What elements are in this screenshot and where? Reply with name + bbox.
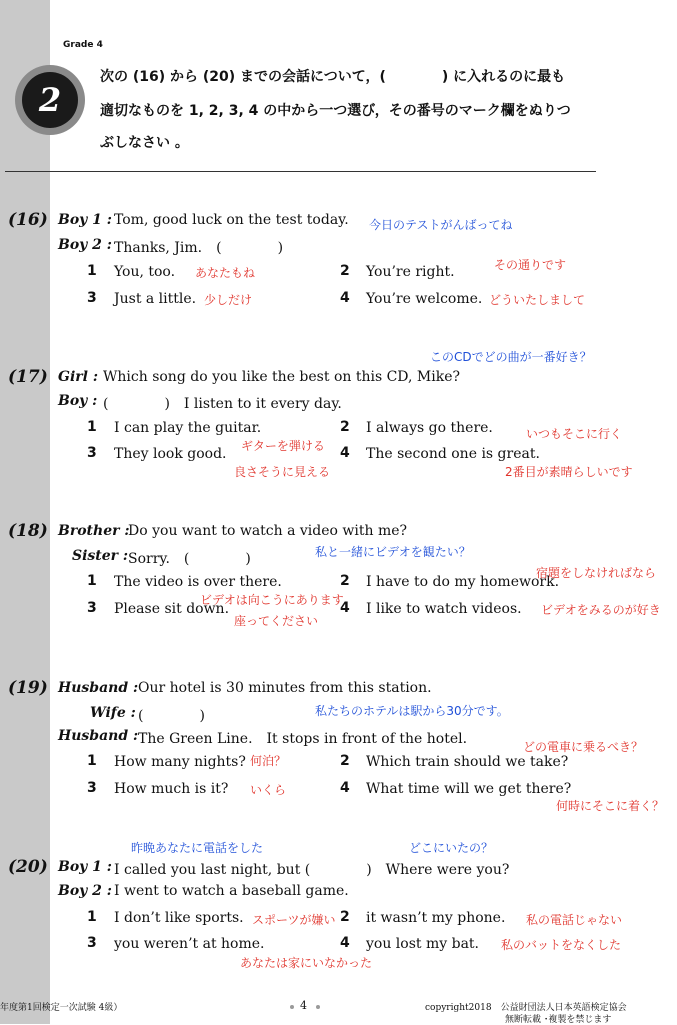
option-text: I like to watch videos. [366,601,522,617]
instruction-line-3: ぶしなさい 。 [100,135,189,151]
translation-note: 2番目が素晴らしいです [505,465,633,479]
speaker-label: Husband : [58,680,139,696]
translation-note: 少しだけ [204,293,253,307]
option-text: You’re right. [366,264,455,280]
translation-note: 私と一緒にビデオを観たい？ [315,545,471,559]
translation-note: 宿題をしなければなら [536,566,657,580]
translation-note: 座ってください [234,614,319,628]
footer-exam-label: 年度第1回検定一次試験 4級） [0,1003,123,1013]
translation-note: 何泊？ [250,754,287,768]
translation-note: どういたしまして [489,293,586,307]
option-number[interactable]: 2 [340,263,350,279]
translation-note: どの電車に乗るべき？ [523,740,644,754]
translation-note: ビデオをみるのが好き [541,603,661,617]
option-text: The second one is great. [366,446,540,462]
option-number[interactable]: 2 [340,909,350,925]
speaker-label: Boy 1 : [58,212,112,228]
question-number: (20) [8,857,48,877]
dialogue-line: I called you last night, but ( ) Where were you? [114,862,510,878]
translation-note: このCDでどの曲が一番好き？ [430,350,592,364]
option-number[interactable]: 4 [340,935,350,951]
translation-note: 昨晩あなたに電話をした [131,841,264,855]
option-number[interactable]: 2 [340,419,350,435]
page-number: 4 [300,999,307,1012]
translation-note: 何時にそこに着く？ [556,799,665,813]
option-number[interactable]: 1 [87,263,97,279]
option-text: They look good. [114,446,227,462]
option-number[interactable]: 4 [340,445,350,461]
option-number[interactable]: 4 [340,780,350,796]
option-number[interactable]: 3 [87,935,97,951]
question-number: (16) [8,210,48,230]
speaker-label: Sister : [72,548,129,564]
option-text: you weren’t at home. [114,936,265,952]
option-number[interactable]: 1 [87,909,97,925]
dialogue-line: I went to watch a baseball game. [114,883,349,899]
speaker-label: Boy : [58,393,98,409]
option-number[interactable]: 2 [340,573,350,589]
dialogue-line: Thanks, Jim. ( ) [114,240,284,256]
speaker-label: Boy 1 : [58,859,112,875]
option-text: I can play the guitar. [114,420,262,436]
option-number[interactable]: 3 [87,290,97,306]
dialogue-line: Do you want to watch a video with me? [128,523,408,539]
option-text: Please sit down. [114,601,230,617]
question-number: (19) [8,678,48,698]
translation-note: ギターを弾ける [241,439,325,453]
dialogue-line: Our hotel is 30 minutes from this station. [138,680,432,696]
footer-rights: 無断転載 ･複製を禁じます [505,1015,612,1025]
option-text: You, too. [114,264,176,280]
page-dot-left [290,1005,294,1009]
question-number: (18) [8,521,48,541]
option-number[interactable]: 3 [87,600,97,616]
option-text: I always go there. [366,420,493,436]
option-number[interactable]: 2 [340,753,350,769]
option-text: it wasn’t my phone. [366,910,506,926]
option-text: I don’t like sports. [114,910,244,926]
speaker-label: Wife : [90,705,136,721]
option-text: Which train should we take? [366,754,569,770]
translation-note: ビデオは向こうにあります [200,593,344,607]
option-text: How much is it? [114,781,229,797]
option-text: How many nights? [114,754,246,770]
option-number[interactable]: 1 [87,573,97,589]
translation-note: いくら [250,783,287,797]
instruction-line-2: 適切なものを 1, 2, 3, 4 の中から一つ選び，その番号のマーク欄をぬりつ [100,103,571,119]
option-text: you lost my bat. [366,936,479,952]
option-text: I have to do my homework. [366,574,560,590]
translation-note: 私の電話じゃない [526,913,623,927]
option-text: Just a little. [114,291,197,307]
instruction-line-1: 次の (16) から (20) までの会話について，( ) に入れるのに最も [100,69,566,85]
speaker-label: Girl : [58,369,99,385]
option-number[interactable]: 3 [87,780,97,796]
option-number[interactable]: 4 [340,600,350,616]
translation-note: その通りです [494,258,567,272]
header-divider [5,171,596,172]
option-number[interactable]: 4 [340,290,350,306]
option-text: The video is over there. [114,574,282,590]
question-number: (17) [8,367,48,387]
speaker-label: Husband : [58,728,139,744]
translation-note: どこにいたの？ [409,841,494,855]
translation-note: 今日のテストがんばってね [369,218,513,232]
translation-note: 私たちのホテルは駅から30分です。 [315,704,509,718]
dialogue-line: ( ) I listen to it every day. [103,396,342,412]
speaker-label: Brother : [58,523,130,539]
translation-note: 良さそうに見える [234,465,331,479]
dialogue-line: Tom, good luck on the test today. [114,212,349,228]
dialogue-line: Which song do you like the best on this CD, Mike? [103,369,461,385]
translation-note: あなたもね [195,266,256,280]
option-number[interactable]: 1 [87,419,97,435]
translation-note: あなたは家にいなかった [240,956,373,970]
option-text: You’re welcome. [366,291,483,307]
dialogue-line: Sorry. ( ) [128,551,251,567]
grade-label: Grade 4 [63,40,103,50]
dialogue-line: ( ) [138,708,205,724]
page-dot-right [316,1005,320,1009]
dialogue-line: The Green Line. It stops in front of the hotel. [138,731,468,747]
section-number-badge: 2 [22,72,78,128]
option-number[interactable]: 1 [87,753,97,769]
speaker-label: Boy 2 : [58,237,112,253]
option-text: What time will we get there? [366,781,572,797]
translation-note: 私のバットをなくした [501,938,622,952]
translation-note: スポーツが嫌い [252,913,336,927]
footer-copyright: copyright2018 公益財団法人日本英語検定協会 [425,1003,627,1013]
speaker-label: Boy 2 : [58,883,112,899]
translation-note: いつもそこに行く [526,427,623,441]
option-number[interactable]: 3 [87,445,97,461]
